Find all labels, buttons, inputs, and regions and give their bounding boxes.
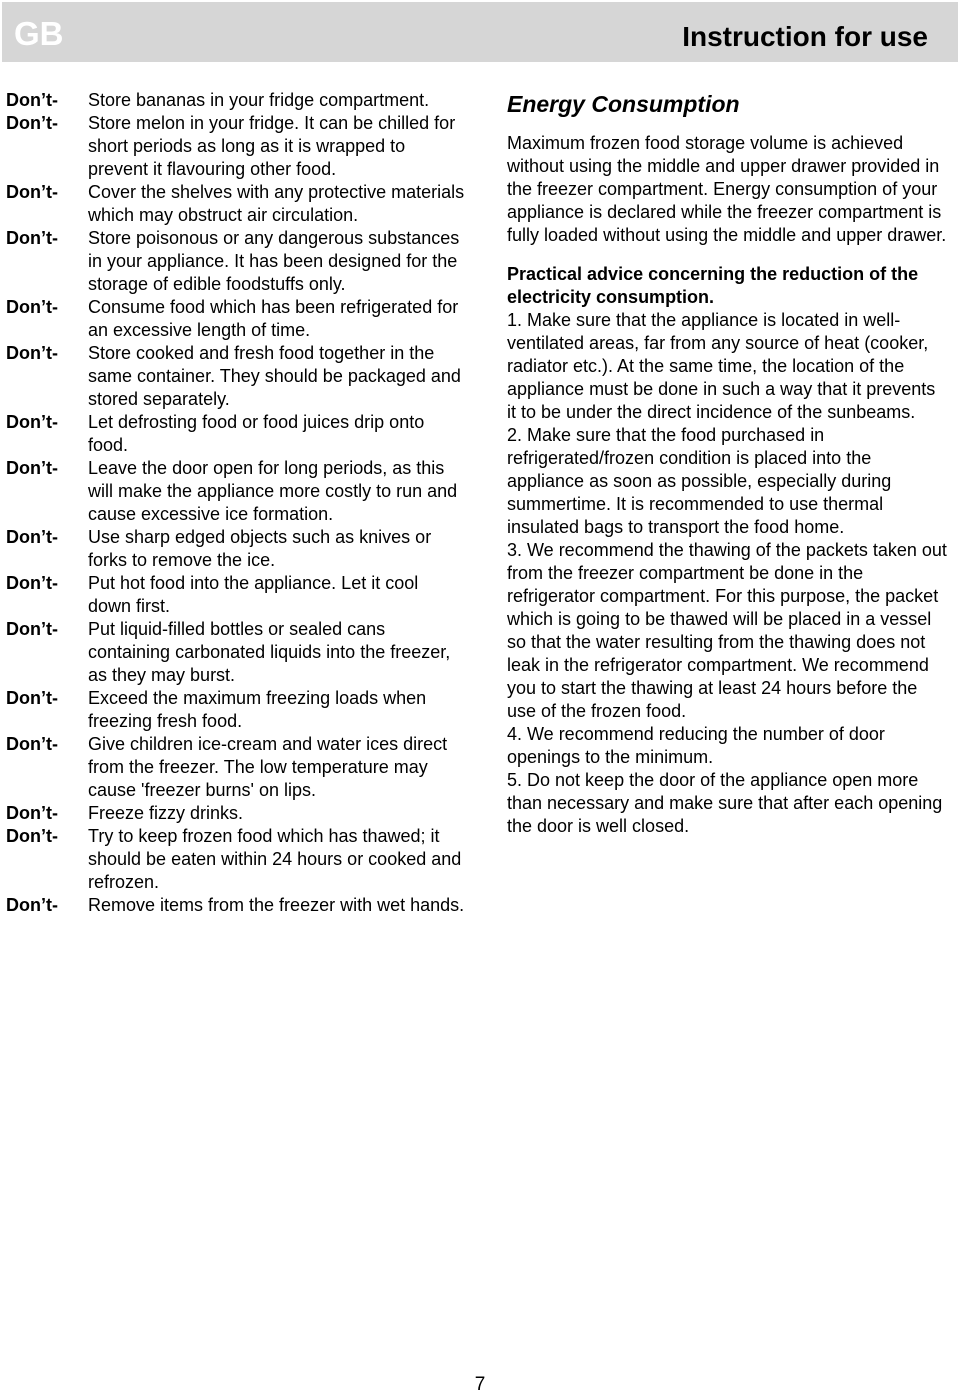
advice-item: 3. We recommend the thawing of the packets taken out from the freezer compartment be done in the refrigerator compartment. For this purpose, the packet which is going to be thawed will be placed in a vessel so that the water resulting from the thawing does not leak in the refrigerator compartment. We recommend you to start the thawing at least 24 hours before the use of the frozen food. — [507, 540, 947, 721]
dont-item — [6, 894, 466, 917]
dont-label: Don’t- — [6, 228, 58, 248]
energy-title: Energy Consumption — [507, 91, 740, 117]
dont-item — [6, 411, 466, 457]
dont-item — [6, 342, 466, 411]
dont-label: Don’t- — [6, 182, 58, 202]
dont-label: Don’t- — [6, 826, 58, 846]
dont-text: Use sharp edged objects such as knives or forks to remove the ice. — [88, 527, 432, 570]
advice-item: 5. Do not keep the door of the appliance open more than necessary and make sure that after each opening the door is well closed. — [507, 770, 943, 836]
dont-item — [6, 825, 466, 894]
dont-text: Store melon in your fridge. It can be chilled for short periods as long as it is wrapped to prevent it flavouring other food. — [88, 113, 456, 179]
dont-item — [6, 802, 466, 825]
dont-text: Leave the door open for long periods, as this will make the appliance more costly to run and cause excessive ice formation. — [88, 458, 458, 524]
dont-item — [6, 296, 466, 342]
page-number: 7 — [474, 1374, 486, 1395]
advice-title: Practical advice concerning the reduction of the electricity consumption. — [507, 264, 919, 307]
dont-label: Don’t- — [6, 527, 58, 547]
donts-list — [6, 89, 466, 917]
dont-item — [6, 572, 466, 618]
dont-item — [6, 733, 466, 802]
dont-label: Don’t- — [6, 90, 58, 110]
dont-item — [6, 181, 466, 227]
advice-item: 4. We recommend reducing the number of door openings to the minimum. — [507, 724, 885, 767]
dont-text: Remove items from the freezer with wet hands. — [88, 895, 465, 915]
dont-item — [6, 227, 466, 296]
dont-item — [6, 89, 466, 112]
language-code: GB — [14, 15, 64, 52]
dont-label: Don’t- — [6, 734, 58, 754]
advice-item: 2. Make sure that the food purchased in refrigerated/frozen condition is placed into the appliance as soon as possible, especially during summertime. It is recommended to use thermal insulated bags to transport the food home. — [507, 425, 892, 537]
dont-text: Put hot food into the appliance. Let it cool down first. — [88, 573, 419, 616]
page-header — [2, 2, 958, 62]
dont-text: Consume food which has been refrigerated for an excessive length of time. — [88, 297, 459, 340]
dont-label: Don’t- — [6, 573, 58, 593]
dont-item — [6, 526, 466, 572]
dont-text: Let defrosting food or food juices drip onto food. — [88, 412, 425, 455]
dont-label: Don’t- — [6, 803, 58, 823]
dont-label: Don’t- — [6, 688, 58, 708]
advice-item: 1. Make sure that the appliance is located in well-ventilated areas, far from any source of heat (cooker, radiator etc.). At the same time, the location of the appliance must be done in such a way that it prevents it to be under the direct incidence of the sunbeams. — [507, 310, 936, 422]
energy-intro: Maximum frozen food storage volume is achieved without using the middle and upper drawer provided in the freezer compartment. Energy consumption of your appliance is declared while the freezer compartment is fully loaded without using the middle and upper drawer. — [507, 133, 947, 245]
dont-item — [6, 687, 466, 733]
dont-text: Put liquid-filled bottles or sealed cans containing carbonated liquids into the freezer, as they may burst. — [88, 619, 451, 685]
dont-label: Don’t- — [6, 619, 58, 639]
energy-section — [507, 89, 947, 838]
dont-label: Don’t- — [6, 458, 58, 478]
dont-label: Don’t- — [6, 343, 58, 363]
dont-text: Freeze fizzy drinks. — [88, 803, 244, 823]
dont-item — [6, 112, 466, 181]
dont-text: Exceed the maximum freezing loads when freezing fresh food. — [88, 688, 427, 731]
dont-text: Give children ice-cream and water ices direct from the freezer. The low temperature may cause 'freezer burns' on lips. — [88, 734, 448, 800]
page-title: Instruction for use — [682, 21, 928, 52]
dont-label: Don’t- — [6, 113, 58, 133]
dont-item — [6, 618, 466, 687]
dont-label: Don’t- — [6, 412, 58, 432]
dont-item — [6, 457, 466, 526]
dont-label: Don’t- — [6, 895, 58, 915]
dont-text: Store cooked and fresh food together in the same container. They should be packaged and stored separately. — [88, 343, 461, 409]
dont-text: Store poisonous or any dangerous substances in your appliance. It has been designed for the storage of edible foodstuffs only. — [88, 228, 460, 294]
dont-text: Try to keep frozen food which has thawed; it should be eaten within 24 hours or cooked and refrozen. — [88, 826, 462, 892]
dont-label: Don’t- — [6, 297, 58, 317]
dont-text: Cover the shelves with any protective materials which may obstruct air circulation. — [88, 182, 465, 225]
dont-text: Store bananas in your fridge compartment. — [88, 90, 430, 110]
